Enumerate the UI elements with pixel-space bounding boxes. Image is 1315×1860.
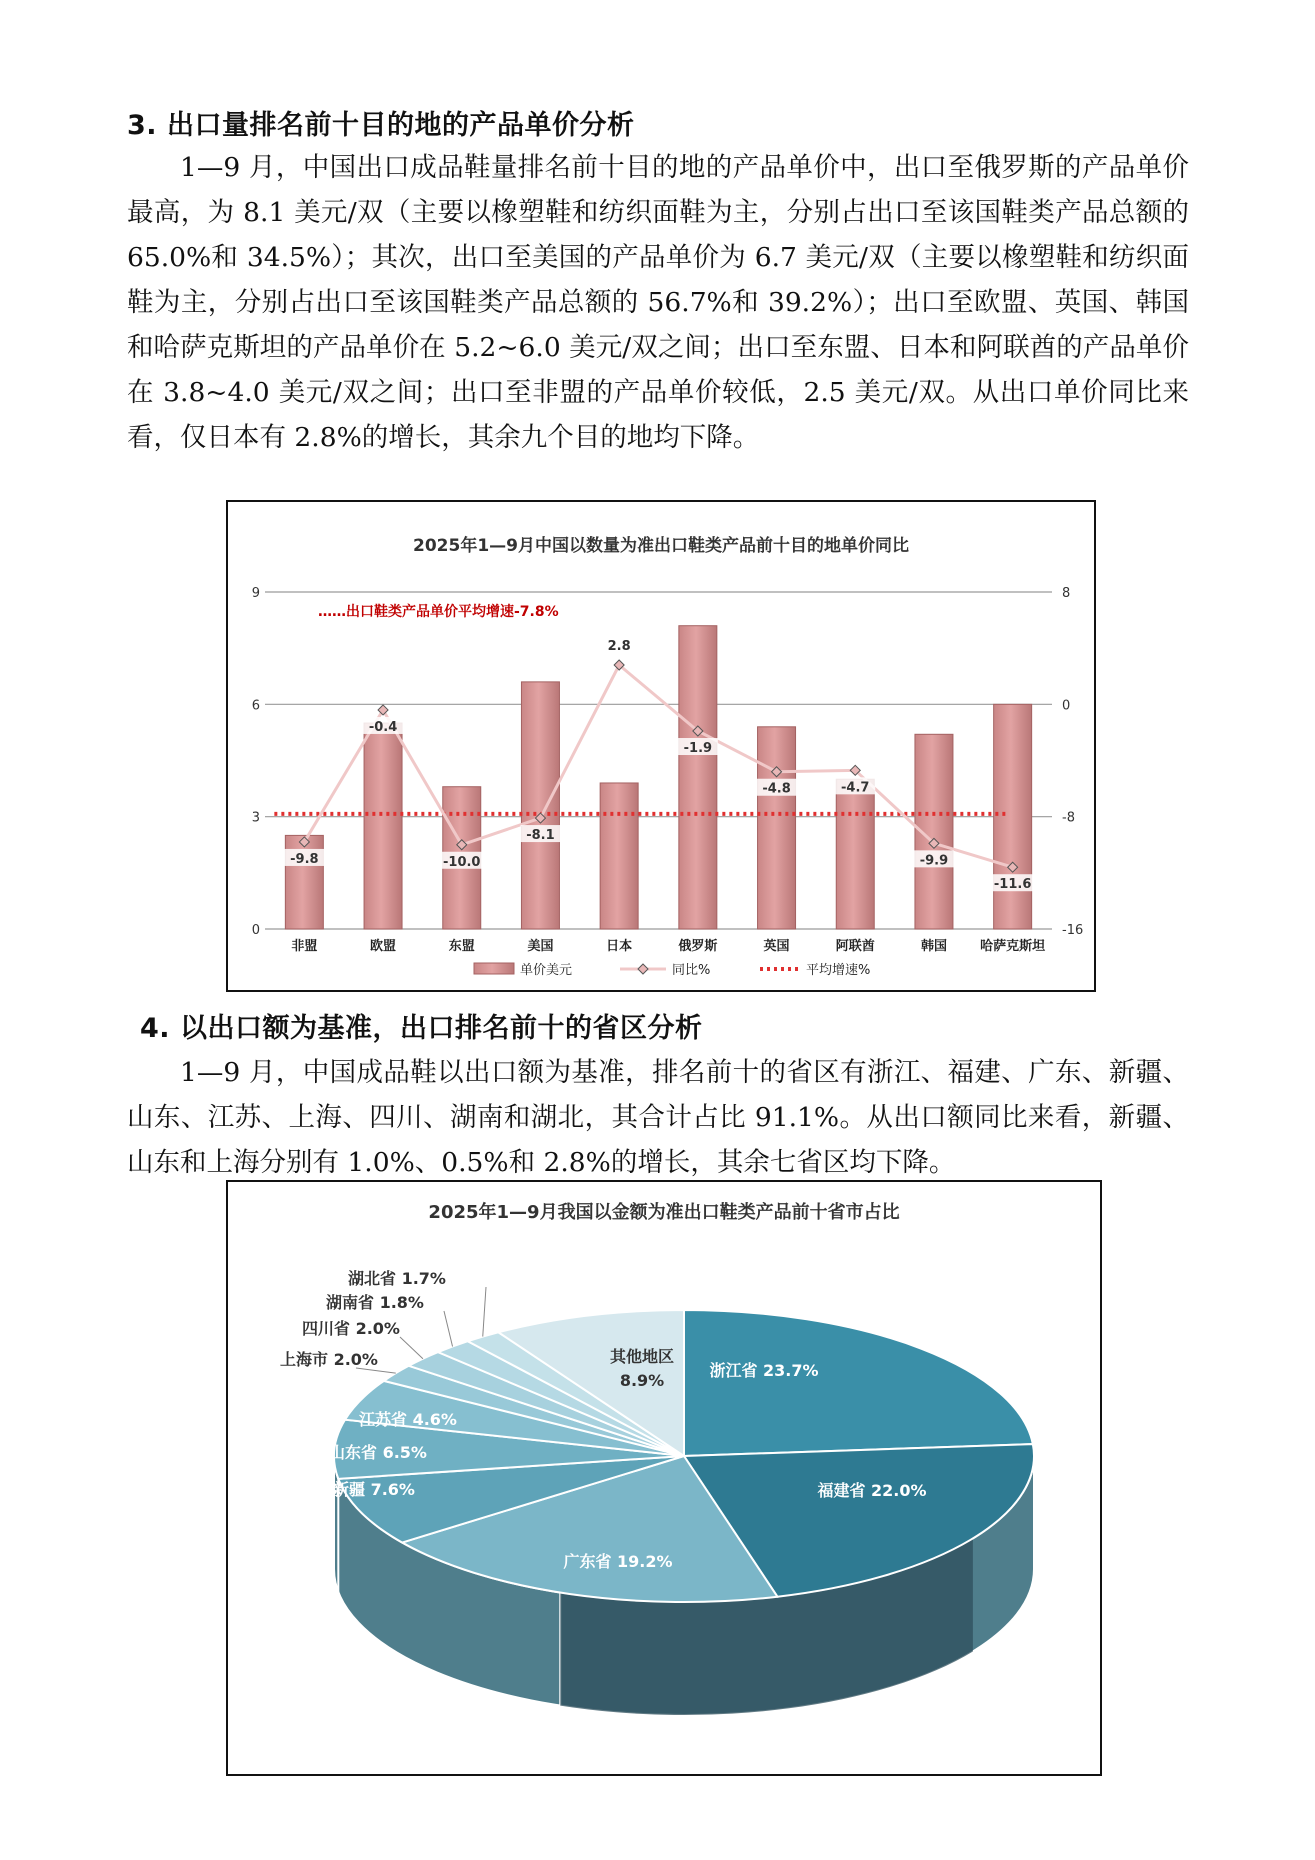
y-left-tick: 9: [251, 586, 260, 601]
bar-日本: [600, 783, 638, 929]
pie-slice-label: 新疆 7.6%: [333, 1480, 415, 1499]
x-tick-label: 阿联酋: [835, 939, 875, 954]
yoy-data-label: -9.8: [290, 851, 319, 867]
pie-title: 2025年1—9月我国以金额为准出口鞋类产品前十省市占比: [428, 1202, 900, 1223]
bar-欧盟: [364, 723, 402, 929]
yoy-data-label: -4.8: [762, 781, 791, 797]
pie-slice-label: 江苏省 4.6%: [359, 1410, 457, 1429]
y-right-tick: 0: [1062, 698, 1071, 714]
y-left-tick: 3: [251, 810, 260, 826]
yoy-data-label: -8.1: [526, 828, 555, 844]
yoy-data-label: -9.9: [919, 853, 949, 869]
pie-other-label-line2: 8.9%: [619, 1371, 665, 1390]
y-left-tick: 6: [251, 698, 260, 714]
yoy-data-label: -4.7: [841, 780, 870, 796]
pie-leader-line: [400, 1337, 423, 1359]
pie-outside-label: 四川省 2.0%: [302, 1319, 400, 1338]
legend-line-marker: [638, 964, 648, 974]
legend-bar-swatch: [474, 963, 514, 974]
legend-line-label: 同比%: [672, 963, 711, 978]
section3-paragraph: 1—9 月，中国出口成品鞋量排名前十目的地的产品单价中，出口至俄罗斯的产品单价最高，为 8.1 美元/双（主要以橡塑鞋和纺织面鞋为主，分别占出口至该国鞋类产品总额的 65.0%和 34.5%）；其次，出口至美国的产品单价为 6.7 美元/双（主要以橡塑鞋和纺织面鞋为主，分别占出口至该国鞋类产品总额的 56.7%和 39.2%）；出口至欧盟、英国、韩国和哈萨克斯坦的产品单价在 5.2~6.0 美元/双之间；出口至东盟、日本和阿联酋的产品单价在 3.8~4.0 美元/双之间；出口至非盟的产品单价较低，2.5 美元/双。从出口单价同比来看，仅日本有 2.8%的增长，其余九个目的地均下降。: [127, 152, 1189, 453]
pie-outside-label: 湖北省 1.7%: [348, 1269, 446, 1288]
x-tick-label: 日本: [606, 939, 633, 954]
bar-哈萨克斯坦: [994, 704, 1032, 929]
section4-paragraph: 1—9 月，中国成品鞋以出口额为基准，排名前十的省区有浙江、福建、广东、新疆、山东、江苏、上海、四川、湖南和湖北，其合计占比 91.1%。从出口额同比来看，新疆、山东和上海分别有 1.0%、0.5%和 2.8%的增长，其余七省区均下降。: [127, 1057, 1189, 1178]
bar-俄罗斯: [679, 626, 717, 929]
province-share-chart: [226, 1180, 1102, 1776]
x-tick-label: 东盟: [448, 939, 475, 954]
yoy-data-label: -10.0: [443, 854, 481, 870]
chart-title: 2025年1—9月中国以数量为准出口鞋类产品前十目的地单价同比: [413, 536, 909, 556]
section4-heading: 4. 以出口额为基准，出口排名前十的省区分析: [140, 1013, 703, 1044]
pie-leader-line: [483, 1287, 486, 1337]
bar-英国: [758, 727, 796, 929]
pie-slice-浙江省: [684, 1310, 1033, 1456]
pie-outside-label: 上海市 2.0%: [280, 1350, 378, 1369]
y-right-tick: -8: [1062, 810, 1075, 826]
bar-美国: [521, 682, 559, 929]
x-tick-label: 哈萨克斯坦: [980, 939, 1046, 954]
pie-leader-line: [444, 1311, 453, 1346]
y-right-tick: 8: [1062, 586, 1071, 601]
pie-slice-label: 福建省 22.0%: [817, 1481, 927, 1500]
x-tick-label: 非盟: [291, 939, 318, 954]
y-left-tick: 0: [251, 923, 260, 938]
province-share-chart-svg: [228, 1182, 1100, 1774]
x-tick-label: 美国: [527, 939, 554, 954]
x-tick-label: 欧盟: [370, 939, 397, 954]
pie-slice-label: 广东省 19.2%: [563, 1552, 673, 1571]
unit-price-chart-svg: [228, 502, 1094, 990]
pie-other-label-line1: 其他地区: [609, 1347, 675, 1366]
x-tick-label: 英国: [763, 939, 790, 954]
yoy-data-label: 2.8: [607, 639, 631, 655]
legend-bar-label: 单价美元: [520, 963, 573, 978]
pie-outside-label: 湖南省 1.8%: [326, 1293, 424, 1312]
x-tick-label: 俄罗斯: [678, 939, 718, 954]
bar-阿联酋: [836, 779, 874, 929]
x-tick-label: 韩国: [920, 939, 947, 954]
legend-avg-label: 平均增速%: [806, 963, 871, 978]
yoy-data-label: -0.4: [368, 719, 398, 735]
yoy-data-label: -1.9: [683, 741, 713, 757]
unit-price-chart: [226, 500, 1096, 992]
yoy-data-label: -11.6: [993, 877, 1032, 893]
y-right-tick: -16: [1062, 923, 1084, 938]
average-growth-annotation: ……出口鞋类产品单价平均增速-7.8%: [318, 604, 559, 620]
section3-heading: 3. 出口量排名前十目的地的产品单价分析: [127, 110, 635, 141]
pie-slice-label: 浙江省 23.7%: [709, 1361, 819, 1380]
yoy-line: [304, 665, 1012, 867]
pie-slice-label: 山东省 6.5%: [329, 1443, 427, 1462]
